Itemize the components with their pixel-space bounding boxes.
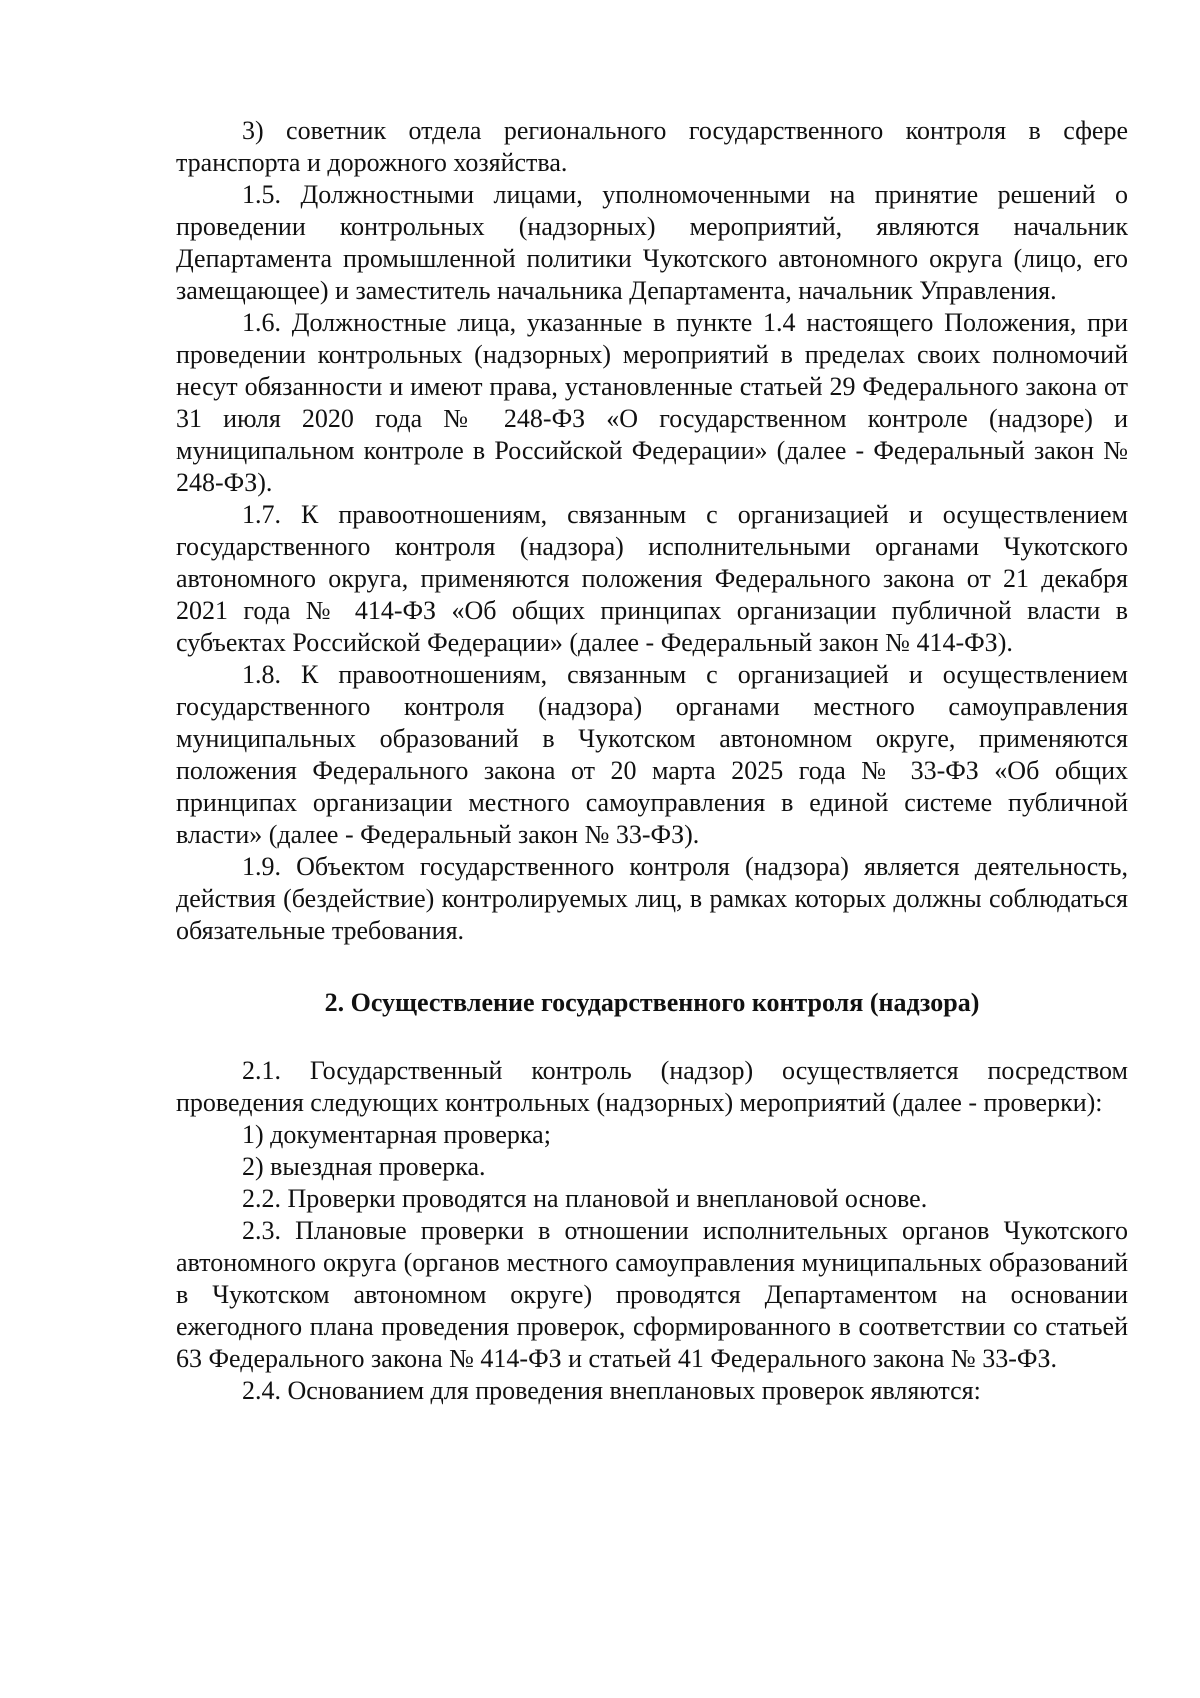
paragraph-1-6: 1.6. Должностные лица, указанные в пункте 1.4 настоящего Положения, при проведении контрольных (надзорных) мероприятий в пределах своих полномочий несут обязанности и имеют права, установленные статьей 29 Федерального закона от 31 июля 2020 года № 248-ФЗ «О государственном контроле (надзоре) и муниципальном контроле в Российской Федерации» (далее - Федеральный закон № 248-ФЗ).: [176, 308, 1128, 497]
section-heading: 2. Осуществление государственного контроля (надзора): [324, 988, 980, 1017]
list-item-documentary-check: 1) документарная проверка;: [242, 1120, 551, 1149]
paragraph-2-2: 2.2. Проверки проводятся на плановой и внеплановой основе.: [242, 1184, 928, 1213]
paragraph-2-4: 2.4. Основанием для проведения внеплановых проверок являются:: [242, 1376, 981, 1405]
document-body: [176, 115, 1128, 1407]
paragraph-1-7: 1.7. К правоотношениям, связанным с организацией и осуществлением государственного контроля (надзора) исполнительными органами Чукотского автономного округа, применяются положения Федерального закона от 21 декабря 2021 года № 414-ФЗ «Об общих принципах организации публичной власти в субъектах Российской Федерации» (далее - Федеральный закон № 414-ФЗ).: [176, 500, 1128, 657]
paragraph-item-3-advisor: 3) советник отдела регионального государственного контроля в сфере транспорта и дорожного хозяйства.: [176, 116, 1128, 177]
paragraph-1-9: 1.9. Объектом государственного контроля (надзора) является деятельность, действия (бездействие) контролируемых лиц, в рамках которых должны соблюдаться обязательные требования.: [176, 852, 1128, 945]
paragraph-2-1: 2.1. Государственный контроль (надзор) осуществляется посредством проведения следующих контрольных (надзорных) мероприятий (далее - проверки):: [176, 1056, 1128, 1117]
paragraph-1-8: 1.8. К правоотношениям, связанным с организацией и осуществлением государственного контроля (надзора) органами местного самоуправления муниципальных образований в Чукотском автономном округе, применяются положения Федерального закона от 20 марта 2025 года № 33-ФЗ «Об общих принципах организации местного самоуправления в единой системе публичной власти» (далее - Федеральный закон № 33-ФЗ).: [176, 660, 1128, 849]
list-item-field-check: 2) выездная проверка.: [242, 1152, 486, 1181]
spacer: [176, 1019, 1128, 1055]
paragraph-2-3: 2.3. Плановые проверки в отношении исполнительных органов Чукотского автономного округа (органов местного самоуправления муниципальных образований в Чукотском автономном округе) проводятся Департаментом на основании ежегодного плана проведения проверок, сформированного в соответствии со статьей 63 Федерального закона № 414-ФЗ и статьей 41 Федерального закона № 33-ФЗ.: [176, 1216, 1128, 1373]
spacer: [176, 947, 1128, 987]
paragraph-1-5: 1.5. Должностными лицами, уполномоченными на принятие решений о проведении контрольных (надзорных) мероприятий, являются начальник Департамента промышленной политики Чукотского автономного округа (лицо, его замещающее) и заместитель начальника Департамента, начальник Управления.: [176, 180, 1128, 305]
